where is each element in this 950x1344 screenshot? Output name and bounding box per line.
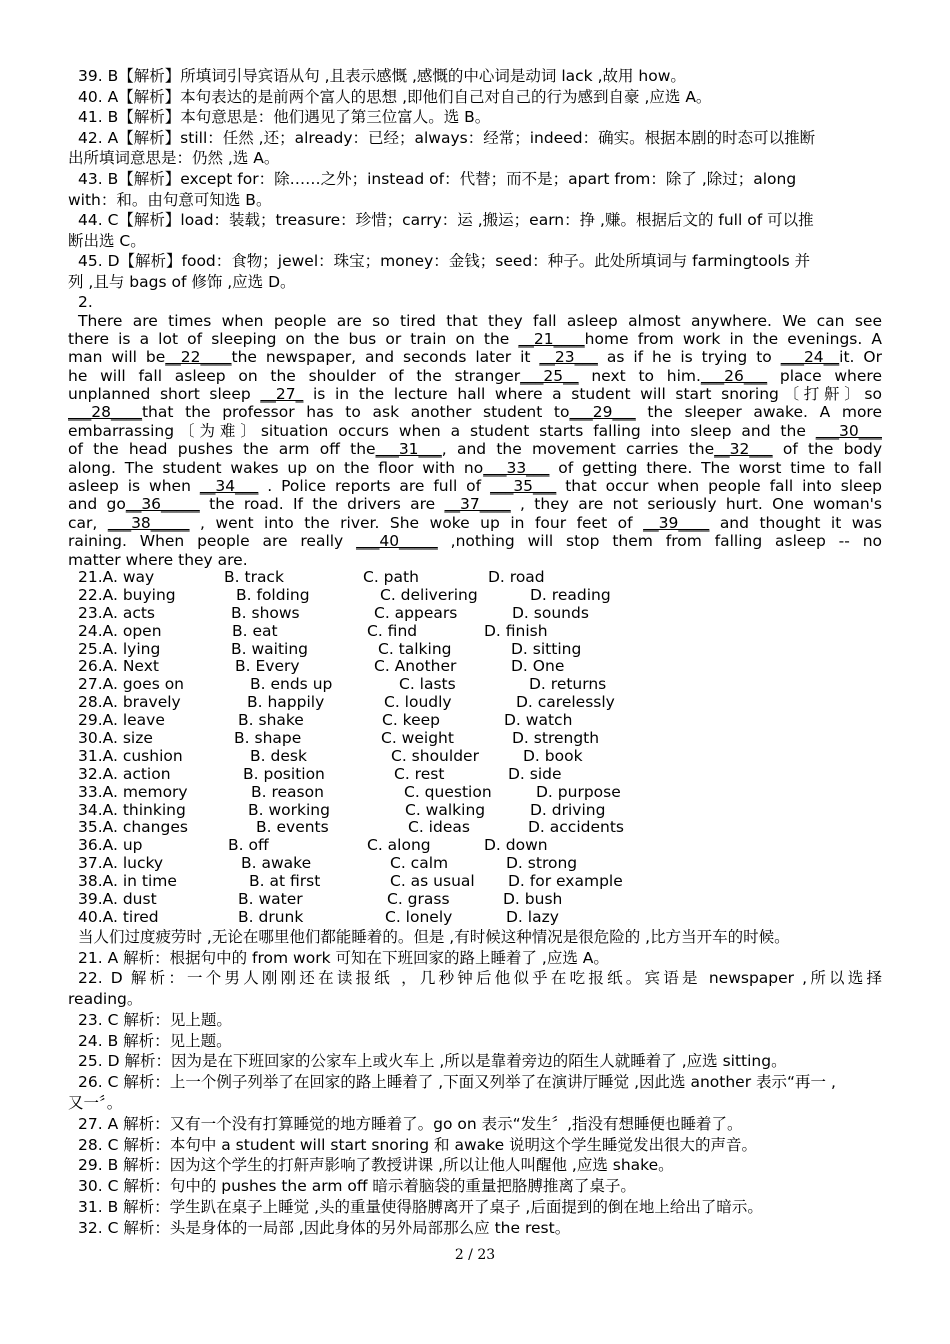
option-31-C: C. shoulder (391, 746, 479, 765)
option-31-B: B. desk (250, 746, 307, 765)
passage-line: car, ___38_____ , went into the river. She woke up in four feet of __39____ and thought it was (68, 513, 882, 532)
option-row-34 (68, 802, 882, 820)
option-26-D: D. One (511, 657, 565, 676)
passage-line: raining. When people are really ___40_____ ,nothing will stop them from falling asleep -- no (68, 532, 882, 551)
option-35-A: 35.A. changes (78, 818, 188, 837)
answer-42-line2: 出所填词意思是：仍然 ,选 A。 (68, 149, 280, 168)
option-27-C: C. lasts (399, 675, 456, 694)
option-row-26 (68, 658, 882, 676)
explanation-23: 23. C 解析：见上题。 (78, 1010, 232, 1029)
option-34-A: 34.A. thinking (78, 800, 186, 819)
option-26-A: 26.A. Next (78, 657, 159, 676)
option-32-D: D. side (508, 764, 562, 783)
option-34-B: B. working (248, 800, 330, 819)
blank-31: ___31___ (375, 440, 442, 459)
option-30-C: C. weight (381, 729, 454, 748)
option-row-36 (68, 837, 882, 855)
option-33-C: C. question (404, 782, 492, 801)
option-32-B: B. position (243, 764, 325, 783)
option-33-D: D. purpose (536, 782, 621, 801)
explanation-22-line2: reading。 (68, 990, 143, 1009)
passage-line: along. The student wakes up on the floor with no___33___ of getting there. The worst time to fall (68, 458, 882, 477)
passage-line: and go__36_____ the road. If the drivers are __37____ , they are not seriously hurt. One woman's (68, 495, 882, 514)
option-row-28 (68, 694, 882, 712)
option-36-B: B. off (228, 836, 269, 855)
option-24-C: C. find (367, 621, 418, 640)
option-32-C: C. rest (394, 764, 445, 783)
answer-45-line1: 45. D【解析】food：食物；jewel：珠宝；money：金钱；seed：种子。此处所填词与 farmingtools 并 (78, 252, 811, 271)
option-26-C: C. Another (374, 657, 457, 676)
option-row-40 (68, 909, 882, 927)
answers-block-1 (68, 66, 882, 312)
blank-29: ___29___ (569, 403, 636, 422)
option-33-A: 33.A. memory (78, 782, 188, 801)
passage-line: ___28____that the professor has to ask another student to___29___ the sleeper awake. A more (68, 403, 882, 422)
option-21-A: 21.A. way (78, 568, 155, 587)
option-24-D: D. finish (484, 621, 548, 640)
option-38-B: B. at first (249, 872, 321, 891)
explanation-26-line2: 又一〞。 (68, 1094, 123, 1112)
option-23-B: B. shows (231, 603, 300, 622)
page-number: 2 / 23 (454, 1247, 496, 1263)
option-28-A: 28.A. bravely (78, 693, 181, 712)
blank-26: ___26___ (700, 366, 768, 385)
blank-25: ___25__ (520, 366, 579, 385)
translation-summary: 当人们过度疲劳时 ,无论在哪里他们都能睡着的。但是 ,有时候这种情况是很危险的 ,比方当开车的时候。 (78, 927, 790, 946)
blank-37: __37____ (444, 495, 511, 514)
option-23-C: C. appears (374, 603, 458, 622)
option-33-B: B. reason (251, 782, 324, 801)
option-row-23 (68, 605, 882, 623)
explanation-32: 32. C 解析：头是身体的一局部 ,因此身体的另外局部那么应 the rest。 (78, 1218, 571, 1237)
answer-40: 40. A【解析】本句表达的是前两个富人的思想 ,即他们自己对自己的行为感到自豪 ,应选 A。 (78, 87, 712, 106)
blank-23: __23___ (539, 348, 598, 367)
option-row-35 (68, 819, 882, 837)
explanation-27: 27. A 解析：又有一个没有打算睡觉的地方睡着了。go on 表示“发生〞,指没有想睡便也睡着了。 (78, 1114, 743, 1133)
explanations (68, 927, 882, 1239)
blank-30: ___30___ (815, 421, 882, 440)
blank-35: ___35___ (490, 477, 557, 496)
blank-22: __22____ (165, 348, 232, 367)
option-30-B: B. shape (234, 729, 302, 748)
option-26-B: B. Every (235, 657, 300, 676)
option-row-39 (68, 891, 882, 909)
option-row-31 (68, 748, 882, 766)
option-24-A: 24.A. open (78, 621, 162, 640)
document-page (68, 66, 882, 1239)
option-40-D: D. lazy (506, 907, 559, 926)
option-40-A: 40.A. tired (78, 907, 159, 926)
option-36-C: C. along (367, 836, 431, 855)
explanation-24: 24. B 解析：见上题。 (78, 1031, 232, 1050)
answer-42-line1: 42. A【解析】still：任然 ,还；already：已经；always：经常；indeed：确实。根据本剧的时态可以推断 (78, 128, 816, 147)
option-row-38 (68, 873, 882, 891)
blank-21: __21____ (518, 329, 585, 348)
option-27-D: D. returns (529, 675, 607, 694)
passage-line: he will fall asleep on the shoulder of the stranger___25__ next to him.___26___ place where (68, 366, 882, 385)
option-28-C: C. loudly (384, 693, 452, 712)
option-31-D: D. book (523, 746, 583, 765)
option-37-D: D. strong (506, 854, 578, 873)
blank-36: __36_____ (125, 495, 200, 514)
passage-line: There are times when people are so tired that they fall asleep almost anywhere. We can see (78, 311, 882, 330)
option-39-C: C. grass (387, 890, 450, 909)
option-36-A: 36.A. up (78, 836, 143, 855)
cloze-passage (68, 312, 882, 569)
option-25-D: D. sitting (511, 639, 582, 658)
passage-line: unplanned short sleep __27_ is in the lecture hall where a student will start snoring〔打鼾〕so (68, 385, 882, 404)
option-23-D: D. sounds (512, 603, 589, 622)
option-34-C: C. walking (405, 800, 486, 819)
option-39-B: B. water (238, 890, 303, 909)
option-30-D: D. strength (512, 729, 600, 748)
answer-41: 41. B【解析】本句意思是：他们遇见了第三位富人。选 B。 (78, 108, 491, 127)
option-29-C: C. keep (382, 711, 441, 730)
option-21-C: C. path (363, 568, 419, 587)
answer-43-line1: 43. B【解析】except for：除……之外；instead of：代替；而不是；apart from：除了 ,除过；along (78, 169, 797, 188)
option-22-B: B. folding (236, 585, 310, 604)
blank-32: __32___ (714, 440, 773, 459)
option-28-D: D. carelessly (516, 693, 615, 712)
passage-line: man will be__22____the newspaper, and seconds later it __23___ as if he is trying to ___24__it. Or (68, 348, 882, 367)
option-row-33 (68, 784, 882, 802)
explanation-28: 28. C 解析：本句中 a student will start snoring 和 awake 说明这个学生睡觉发出很大的声音。 (78, 1135, 758, 1154)
blank-27: __27_ (260, 385, 304, 404)
answer-39: 39. B【解析】所填词引导宾语从句 ,且表示感慨 ,感慨的中心词是动词 lack ,故用 how。 (78, 67, 686, 85)
passage-line: matter where they are. (68, 550, 248, 569)
blank-38: ___38_____ (107, 513, 190, 532)
blank-33: ___33___ (483, 458, 550, 477)
explanation-31: 31. B 解析：学生趴在桌子上睡觉 ,头的重量使得胳膊离开了桌子 ,后面提到的倒在地上给出了暗示。 (78, 1197, 763, 1216)
answer-44-line2: 断出选 C。 (68, 231, 146, 250)
explanation-30: 30. C 解析：句中的 pushes the arm off 暗示着脑袋的重量把胳膊推离了桌子。 (78, 1177, 636, 1196)
option-22-D: D. reading (530, 585, 611, 604)
option-21-B: B. track (224, 568, 284, 587)
blank-28: ___28____ (68, 403, 142, 422)
answer-45-line2: 列 ,且与 bags of 修饰 ,应选 D。 (68, 272, 296, 291)
blank-34: __34___ (199, 477, 259, 496)
option-25-B: B. waiting (231, 639, 309, 658)
option-38-C: C. as usual (390, 872, 475, 891)
option-row-32 (68, 766, 882, 784)
option-row-30 (68, 730, 882, 748)
option-40-B: B. drunk (238, 907, 304, 926)
option-22-A: 22.A. buying (78, 585, 176, 604)
explanation-26-line1: 26. C 解析：上一个例子列举了在回家的路上睡着了 ,下面又列举了在演讲厅睡觉 ,因此选 another 表示“再一 , (78, 1073, 836, 1092)
option-34-D: D. driving (530, 800, 606, 819)
option-row-37 (68, 855, 882, 873)
option-35-C: C. ideas (408, 818, 470, 837)
option-39-A: 39.A. dust (78, 890, 157, 909)
section-number: 2. (78, 292, 93, 311)
option-24-B: B. eat (232, 621, 278, 640)
option-38-A: 38.A. in time (78, 872, 177, 891)
option-23-A: 23.A. acts (78, 603, 156, 622)
answer-44-line1: 44. C【解析】load：装载；treasure：珍惜；carry：运 ,搬运；earn：挣 ,赚。根据后文的 full of 可以推 (78, 211, 814, 230)
option-37-C: C. calm (390, 854, 449, 873)
explanation-21: 21. A 解析：根据句中的 from work 可知在下班回家的路上睡着了 ,应选 A。 (78, 948, 609, 967)
option-37-A: 37.A. lucky (78, 854, 164, 873)
answer-43-line2: with：和。由句意可知选 B。 (68, 190, 272, 209)
option-35-D: D. accidents (528, 818, 624, 837)
blank-39: __39____ (643, 513, 710, 532)
option-row-27 (68, 676, 882, 694)
option-29-B: B. shake (238, 711, 304, 730)
options-list (68, 569, 882, 927)
option-32-A: 32.A. action (78, 764, 171, 783)
option-29-D: D. watch (504, 711, 573, 730)
option-row-22 (68, 587, 882, 605)
option-22-C: C. delivering (380, 585, 478, 604)
option-35-B: B. events (256, 818, 329, 837)
explanation-22-line1: 22. D 解析：一个男人刚刚还在读报纸 ，几秒钟后他似乎在吃报纸。宾语是 newspaper ,所以选择 (78, 969, 882, 988)
option-36-D: D. down (484, 836, 548, 855)
blank-40: ___40_____ (356, 532, 438, 551)
option-21-D: D. road (488, 568, 545, 587)
option-row-29 (68, 712, 882, 730)
option-30-A: 30.A. size (78, 729, 153, 748)
option-27-A: 27.A. goes on (78, 675, 185, 694)
option-39-D: D. bush (503, 890, 563, 909)
option-row-25 (68, 641, 882, 659)
option-row-24 (68, 623, 882, 641)
passage-line: of the head pushes the arm off the___31___, and the movement carries the__32___ of the body (68, 440, 882, 459)
option-31-A: 31.A. cushion (78, 746, 183, 765)
explanation-25: 25. D 解析：因为是在下班回家的公家车上或火车上 ,所以是靠着旁边的陌生人就睡着了 ,应选 sitting。 (78, 1052, 787, 1071)
explanation-29: 29. B 解析：因为这个学生的打鼾声影响了教授讲课 ,所以让他人叫醒他 ,应选 shake。 (78, 1156, 674, 1175)
option-28-B: B. happily (247, 693, 325, 712)
option-25-C: C. talking (378, 639, 452, 658)
option-29-A: 29.A. leave (78, 711, 165, 730)
option-40-C: C. lonely (385, 907, 453, 926)
option-37-B: B. awake (241, 854, 312, 873)
option-row-21 (68, 569, 882, 587)
passage-line: there is a lot of sleeping on the bus or train on the __21____home from work in the evenings. A (68, 329, 882, 348)
option-38-D: D. for example (508, 872, 623, 891)
passage-line: asleep is when __34___ . Police reports are full of ___35___ that occur when people fall into sleep (68, 477, 882, 496)
option-27-B: B. ends up (250, 675, 333, 694)
blank-24: ___24__ (780, 348, 840, 367)
option-25-A: 25.A. lying (78, 639, 161, 658)
passage-line: embarrassing〔为难〕situation occurs when a student starts falling into sleep and the ___30___ (68, 421, 882, 440)
